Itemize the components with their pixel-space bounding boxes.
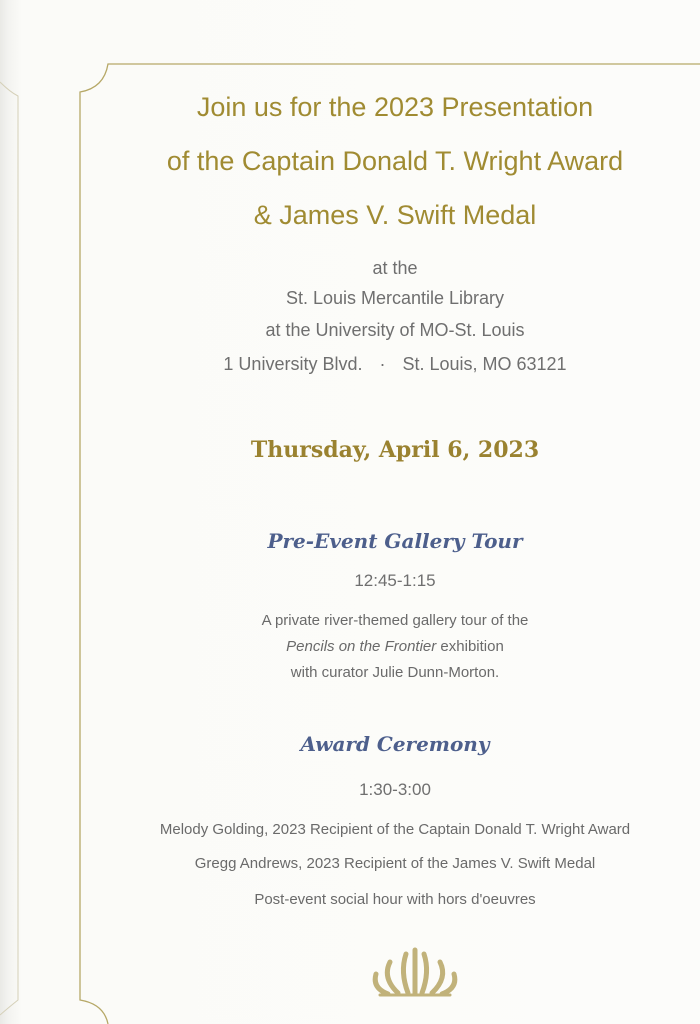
fleuron-ornament-icon [370,938,460,998]
tour-description-line-2 [80,639,700,654]
invitation-title-line-3: & James V. Swift Medal [253,200,537,230]
exhibition-name: Pencils on the Frontier [286,638,437,655]
tour-description-line-1: A private river-themed gallery tour of the [261,612,529,629]
address-street: 1 University Blvd. [223,354,363,374]
invitation-title-line-1: Join us for the 2023 Presentation [196,92,594,122]
venue-address [80,355,700,373]
address-separator: · [379,354,386,374]
invitation-title-line-2: of the Captain Donald T. Wright Award [166,146,624,176]
exhibition-suffix: exhibition [440,638,504,655]
tour-description-line-3: with curator Julie Dunn-Morton. [290,664,500,681]
venue-name: St. Louis Mercantile Library [285,288,505,308]
recipient-line-2: Gregg Andrews, 2023 Recipient of the James V. Swift Medal [194,855,596,872]
tour-time: 12:45-1:15 [354,571,436,590]
tour-title: Pre-Event Gallery Tour [267,529,523,553]
address-city: St. Louis, MO 63121 [402,354,567,374]
social-hour-line: Post-event social hour with hors d'oeuvres [254,891,536,908]
event-date: Thursday, April 6, 2023 [250,437,540,463]
ceremony-title: Award Ceremony [300,732,490,756]
venue-intro: at the [372,258,418,278]
recipient-line-1: Melody Golding, 2023 Recipient of the Captain Donald T. Wright Award [159,821,631,838]
ceremony-time: 1:30-3:00 [359,780,431,799]
venue-institution: at the University of MO-St. Louis [265,320,525,340]
